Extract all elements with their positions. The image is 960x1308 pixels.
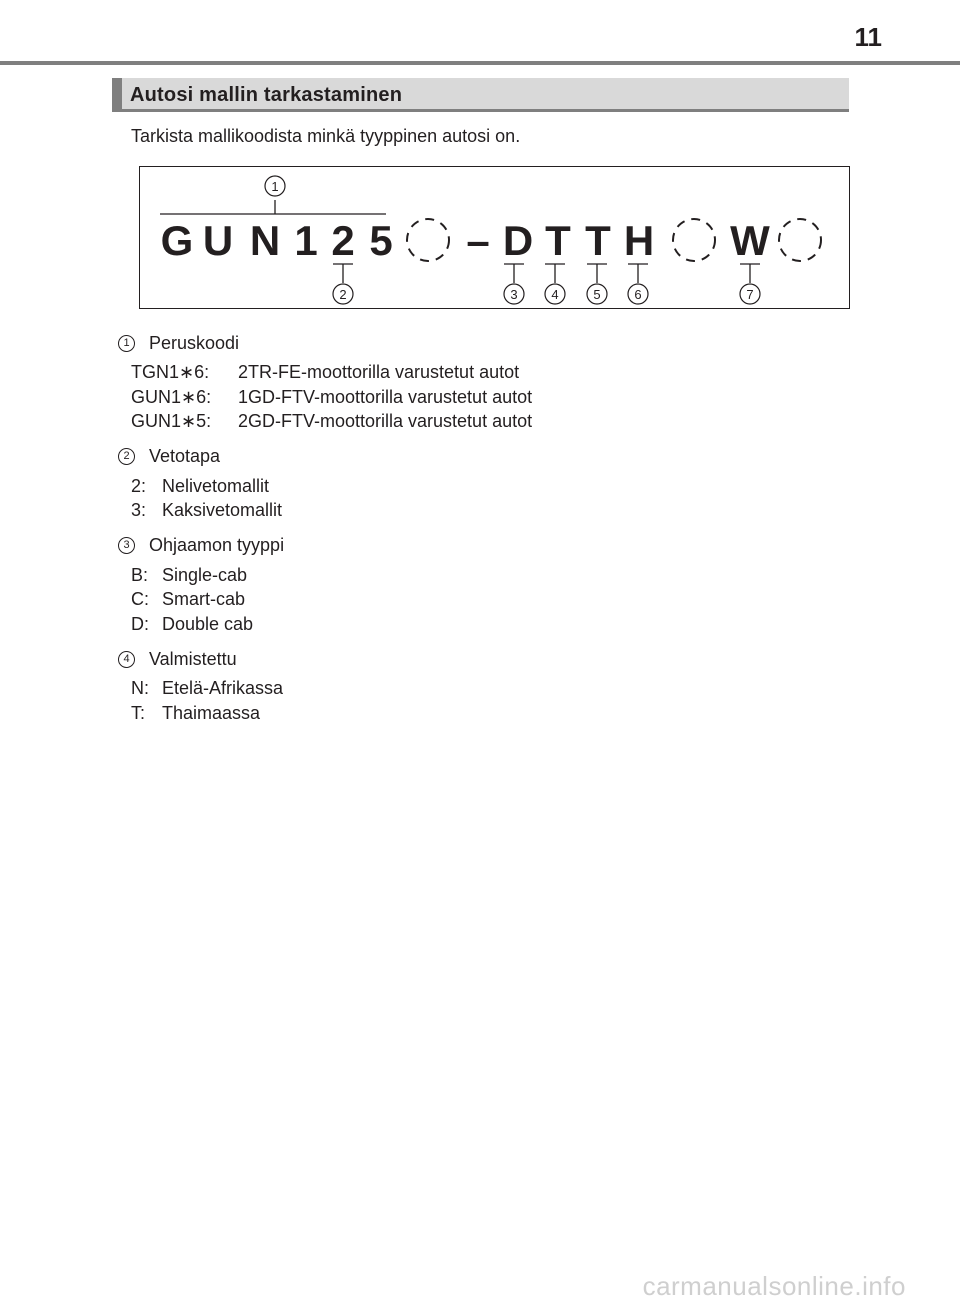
row-code: B: xyxy=(131,564,149,585)
code-char: – xyxy=(466,217,490,264)
number-badge: 1 xyxy=(118,335,135,352)
model-code-svg xyxy=(140,167,851,310)
callout-number: 4 xyxy=(551,287,559,302)
legend-row xyxy=(131,500,818,525)
item-label: Ohjaamon tyyppi xyxy=(149,535,285,555)
code-char: T xyxy=(585,217,611,264)
legend-row xyxy=(131,387,818,412)
code-char: H xyxy=(623,217,655,264)
top-divider xyxy=(0,61,960,65)
code-char: 1 xyxy=(294,217,318,264)
number-badge: 3 xyxy=(118,537,135,554)
row-code: TGN1∗6: xyxy=(131,362,210,382)
legend-row xyxy=(131,614,818,639)
row-code: 3: xyxy=(131,500,147,520)
row-desc: Smart-cab xyxy=(162,589,246,609)
callout-number: 1 xyxy=(271,179,279,194)
row-code: GUN1∗5: xyxy=(131,411,212,431)
legend-item-cab-type xyxy=(118,533,818,639)
row-desc: Double cab xyxy=(162,613,254,634)
callout-number: 2 xyxy=(339,287,347,302)
row-desc: Nelivetomallit xyxy=(162,475,270,496)
legend-row xyxy=(131,476,818,501)
code-char: D xyxy=(502,217,534,264)
page-number: 11 xyxy=(854,22,882,52)
placeholder-circle xyxy=(779,219,821,261)
intro-text: Tarkista mallikoodista minkä tyyppinen autosi on. xyxy=(131,126,521,146)
row-code: 2: xyxy=(131,475,147,496)
legend-item-base-code xyxy=(118,330,818,436)
legend-row xyxy=(131,678,818,703)
watermark: carmanualsonline.info xyxy=(642,1271,906,1301)
model-code-diagram xyxy=(139,166,850,309)
placeholder-circle xyxy=(407,219,449,261)
row-code: N: xyxy=(131,678,149,698)
legend-item-manufactured xyxy=(118,646,818,727)
row-code: C: xyxy=(131,589,149,609)
row-desc: Kaksivetomallit xyxy=(162,500,283,520)
legend-row xyxy=(131,565,818,590)
legend-row xyxy=(131,362,818,387)
placeholder-circle xyxy=(673,219,715,261)
row-desc: 2TR-FE-moottorilla varustetut autot xyxy=(238,362,520,382)
code-char: W xyxy=(730,217,770,264)
row-code: T: xyxy=(131,702,146,723)
section-header xyxy=(112,78,849,112)
code-char: 5 xyxy=(369,217,393,264)
code-legend-list xyxy=(118,330,818,735)
code-char: T xyxy=(545,217,571,264)
code-char: U xyxy=(202,217,234,264)
number-badge: 4 xyxy=(118,651,135,668)
legend-item-drive-type xyxy=(118,444,818,525)
callout-number: 5 xyxy=(593,287,601,302)
row-code: GUN1∗6: xyxy=(131,386,212,407)
callout-number: 7 xyxy=(746,287,754,302)
row-desc: 1GD-FTV-moottorilla varustetut autot xyxy=(238,386,533,407)
number-badge: 2 xyxy=(118,448,135,465)
code-char: 2 xyxy=(331,217,355,264)
row-code: D: xyxy=(131,613,149,634)
item-label: Vetotapa xyxy=(149,446,221,466)
item-label: Valmistettu xyxy=(149,648,237,669)
callout-number: 6 xyxy=(634,287,642,302)
item-label: Peruskoodi xyxy=(149,332,240,353)
row-desc: Single-cab xyxy=(162,564,248,585)
legend-row xyxy=(131,411,818,436)
row-desc: Etelä-Afrikassa xyxy=(162,678,284,698)
row-desc: Thaimaassa xyxy=(162,702,261,723)
section-title: Autosi mallin tarkastaminen xyxy=(130,84,403,106)
legend-row xyxy=(131,703,818,728)
callout-number: 3 xyxy=(510,287,518,302)
code-char: N xyxy=(249,217,281,264)
legend-row xyxy=(131,589,818,614)
row-desc: 2GD-FTV-moottorilla varustetut autot xyxy=(238,411,533,431)
code-char: G xyxy=(160,217,194,264)
